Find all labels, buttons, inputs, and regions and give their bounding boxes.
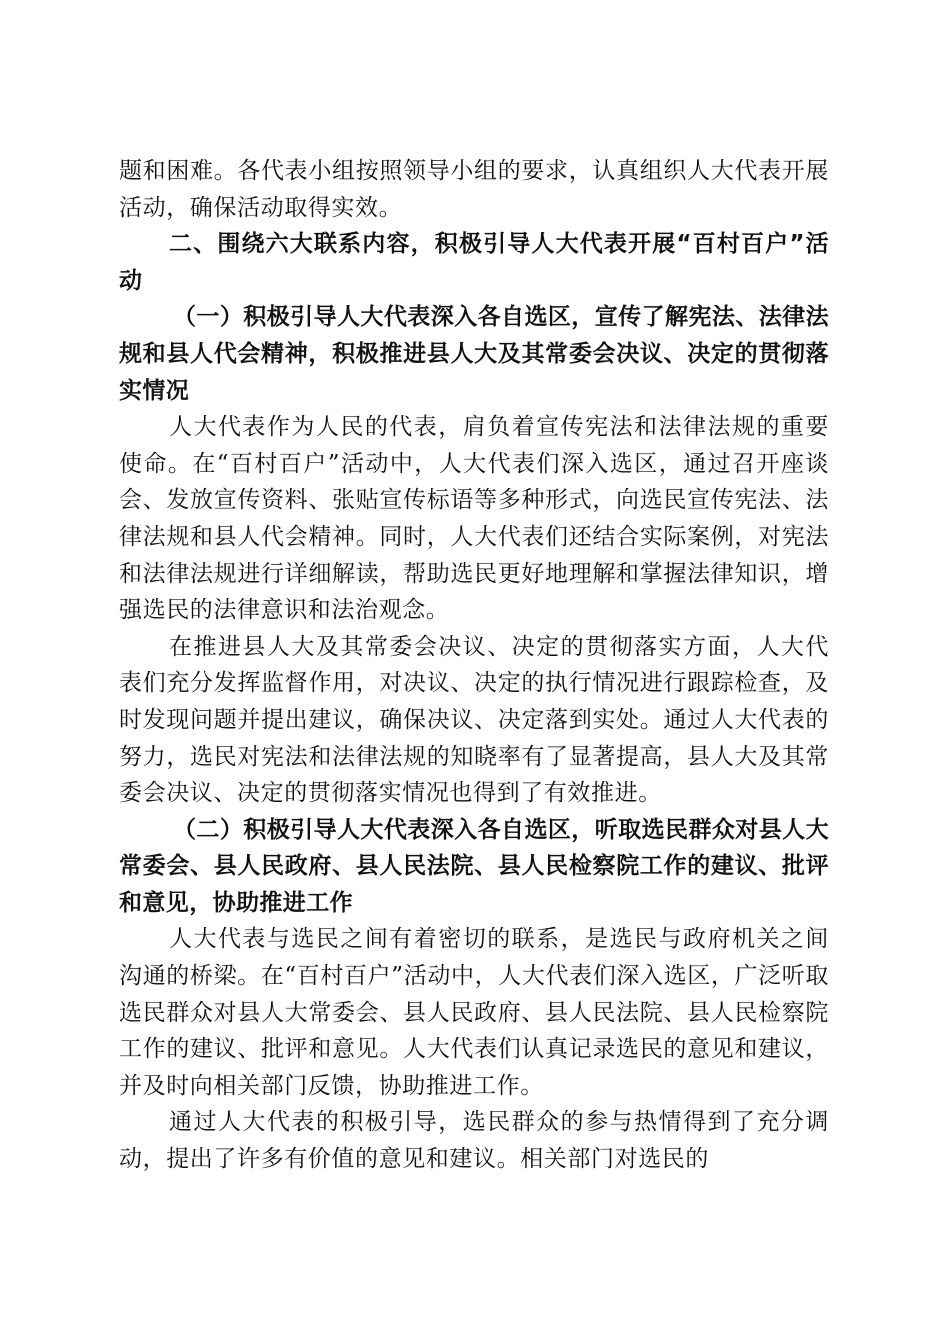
document-page [119,153,829,1178]
subsection-heading-2: （二）积极引导人大代表深入各自选区，听取选民群众对县人大常委会、县人民政府、县人民法院、县人民检察院工作的建议、批评和意见，协助推进工作 [119,816,829,916]
section-heading-2: 二、围绕六大联系内容，积极引导人大代表开展“百村百户”活动 [119,231,829,294]
paragraph-continuation: 题和困难。各代表小组按照领导小组的要求，认真组织人大代表开展活动，确保活动取得实效。 [119,158,829,221]
body-paragraph-1: 人大代表作为人民的代表，肩负着宣传宪法和法律法规的重要使命。在“百村百户”活动中，人大代表们深入选区，通过召开座谈会、发放宣传资料、张贴宣传标语等多种形式，向选民宣传宪法、法律法规和县人代会精神。同时，人大代表们还结合实际案例，对宪法和法律法规进行详细解读，帮助选民更好地理解和掌握法律知识，增强选民的法律意识和法治观念。 [119,414,829,624]
body-paragraph-3: 人大代表与选民之间有着密切的联系，是选民与政府机关之间沟通的桥梁。在“百村百户”活动中，人大代表们深入选区，广泛听取选民群众对县人大常委会、县人民政府、县人民法院、县人民检察院工作的建议、批评和意见。人大代表们认真记录选民的意见和建议，并及时向相关部门反馈，协助推进工作。 [119,926,829,1099]
body-paragraph-4: 通过人大代表的积极引导，选民群众的参与热情得到了充分调动，提出了许多有价值的意见和建议。相关部门对选民的 [119,1109,829,1173]
subsection-heading-1: （一）积极引导人大代表深入各自选区，宣传了解宪法、法律法规和县人代会精神，积极推进县人大及其常委会决议、决定的贯彻落实情况 [119,304,829,404]
body-paragraph-2: 在推进县人大及其常委会决议、决定的贯彻落实方面，人大代表们充分发挥监督作用，对决议、决定的执行情况进行跟踪检查，及时发现问题并提出建议，确保决议、决定落到实处。通过人大代表的努力，选民对宪法和法律法规的知晓率有了显著提高，县人大及其常委会决议、决定的贯彻落实情况也得到了有效推进。 [119,633,829,807]
